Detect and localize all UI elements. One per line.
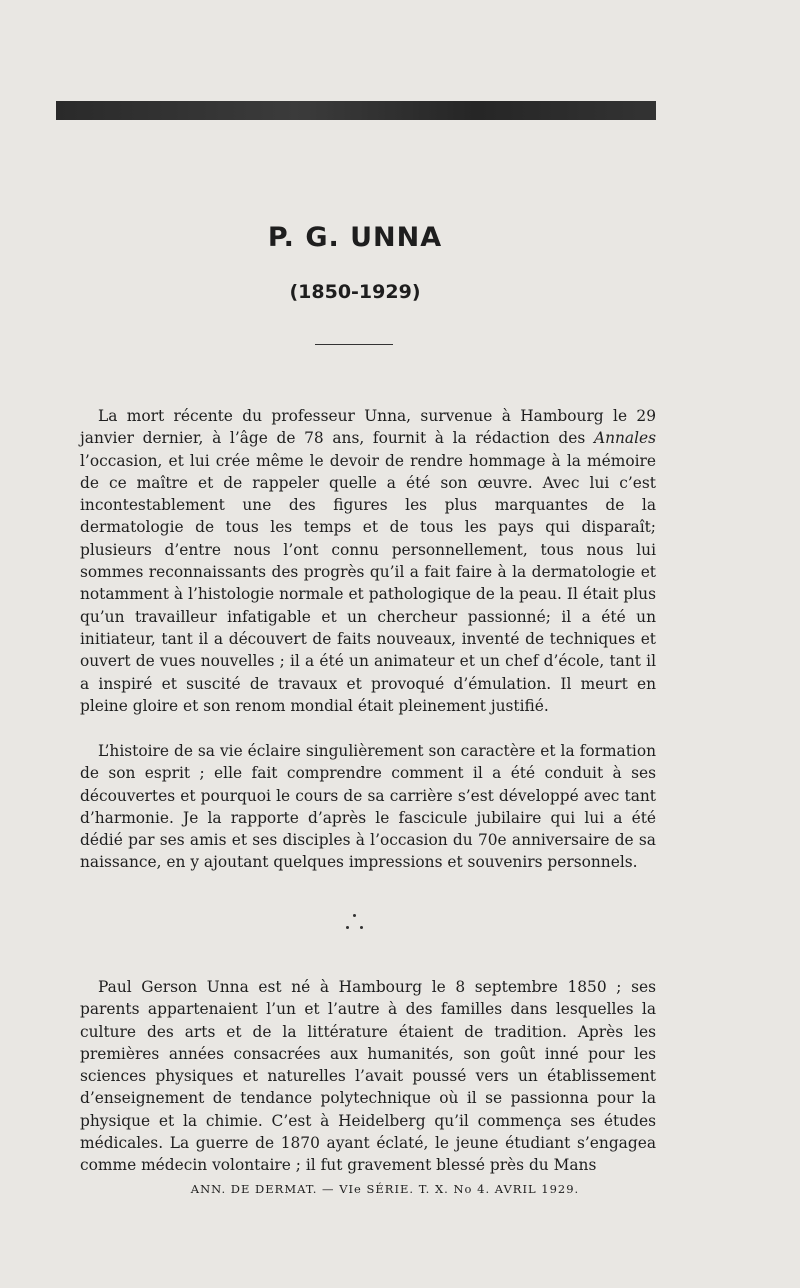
paragraph-2 — [80, 740, 656, 874]
paragraph-1-end: l’occasion, et lui crée même le devoir de rendre hommage à la mémoire de ce maître et de rappeler quelle a été son œuvre. Avec lui c’est incontestablement une des figures les plus marquantes de la dermatologie de tous les temps et de tous les pays qui disparaît; plusieurs d’entre nous l’ont connu personnellement, tous nous lui sommes reconnaissants des progrès qu’il a fait faire à la dermatologie et notamment à l’histologie normale et pathologique de la peau. Il était plus qu’un travailleur infatigable et un chercheur passionné; il a été un initiateur, tant il a découvert de faits nouveaux, inventé de techniques et ouvert de vues nouvelles ; il a été un animateur et un chef d’école, tant il a inspiré et suscité de travaux et provoqué d’émulation. Il meurt en pleine gloire et son renom mondial était pleinement justifié. — [80, 451, 656, 715]
paragraph-3-text: Paul Gerson Unna est né à Hambourg le 8 septembre 1850 ; ses parents appartenaient l’un et l’autre à des familles dans lesquelles la culture des arts et de la littérature étaient de tradition. Après les premières années consacrées aux humanités, son goût inné pour les sciences physiques et naturelles l’avait poussé vers un établissement d’enseignement de tendance polytechnique où il se passionna pour la physique et la chimie. C’est à Heidelberg qu’il commença ses études médicales. La guerre de 1870 ayant éclaté, le jeune étudiant s’engagea comme médecin volontaire ; il fut gravement blessé près du Mans — [80, 978, 656, 1175]
article-title: P. G. UNNA — [267, 222, 443, 253]
paragraph-3 — [80, 976, 656, 1177]
title-divider — [315, 344, 393, 345]
header-black-bar — [56, 101, 656, 120]
paragraph-2-text: L’histoire de sa vie éclaire singulièrement son caractère et la formation de son esprit ; elle fait comprendre comment il a été conduit à ses découvertes et pourquoi le cours de sa carrière s’est développé avec tant d’harmonie. Je la rapporte d’après le fascicule jubilaire qui lui a été dédié par ses amis et ses disciples à l’occasion du 70e anniversaire de sa naissance, en y ajoutant quelques impressions et souvenirs personnels. — [80, 742, 656, 872]
paragraph-1 — [80, 405, 656, 717]
journal-footer — [0, 1182, 800, 1196]
section-separator-asterisks — [340, 910, 370, 934]
paragraph-1-start: La mort récente du professeur Unna, survenue à Hambourg le 29 janvier dernier, à l’âge de 78 ans, fournit à la rédaction des — [80, 407, 656, 448]
journal-name: Annales — [593, 429, 656, 448]
article-dates: (1850-1929) — [289, 281, 421, 303]
footer-citation: ANN. DE DERMAT. — VIe SÉRIE. T. X. No 4. AVRIL 1929. — [190, 1182, 580, 1196]
